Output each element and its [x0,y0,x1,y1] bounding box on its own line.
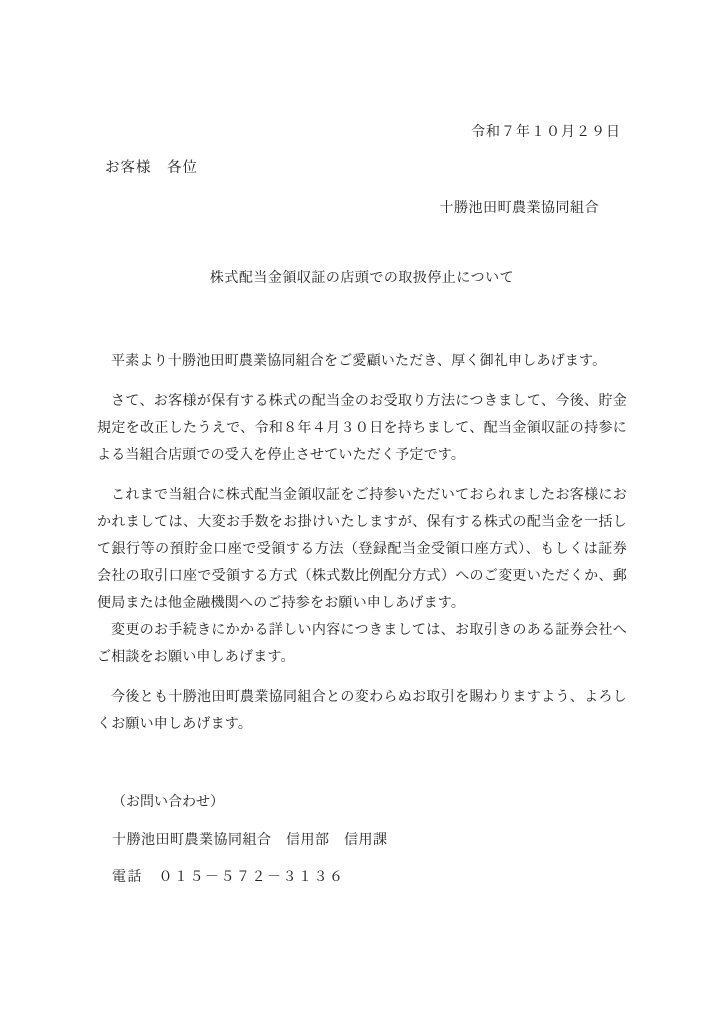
contact-section [97,792,627,887]
contact-phone: 電話 ０１５－５７２－３１３６ [112,869,345,885]
letter-title: 株式配当金領収証の店頭での取扱停止について [209,270,515,286]
contact-organization: 十勝池田町農業協同組合 信用部 信用課 [112,832,388,848]
paragraph-greeting: 平素より十勝池田町農業協同組合をご愛顧いただき、厚く御礼申しあげます。 [111,353,607,369]
paragraph-alternative-methods: これまで当組合に株式配当金領収証をご持参いただいておられましたお客様におかれましては、大変お手数をお掛けいたしますが、保有する株式の配当金を一括して銀行等の預貯金口座で受領する方法（登録配当金受領口座方式）、もしくは証券会社の取引口座で受領する方式（株式数比例配分方式）へのご変更いただくか、郵便局または他金融機関へのご持参をお願い申しあげます。 [97,487,627,611]
letter-recipient: お客様 各位 [105,160,198,176]
paragraph-closing: 今後とも十勝池田町農業協同組合との変わらぬお取引を賜わりますよう、よろしくお願い申しあげます。 [97,689,627,732]
contact-heading: （お問い合わせ） [112,794,224,810]
letter-body [97,348,627,738]
paragraph-policy-change-notice: さて、お客様が保有する株式の配当金のお受取り方法につきまして、今後、貯金規定を改正したうえで、令和８年４月３０日を持ちまして、配当金領収証の持参による当組合店頭での受入を停止させていただく予定です。 [97,393,627,463]
letter-sender: 十勝池田町農業協同組合 [439,200,599,216]
paragraph-consultation-request: 変更のお手続きにかかる詳しい内容につきましては、お取引きのある証券会社へご相談をお願い申しあげます。 [97,622,627,665]
letter-date: 令和７年１０月２９日 [471,124,621,140]
